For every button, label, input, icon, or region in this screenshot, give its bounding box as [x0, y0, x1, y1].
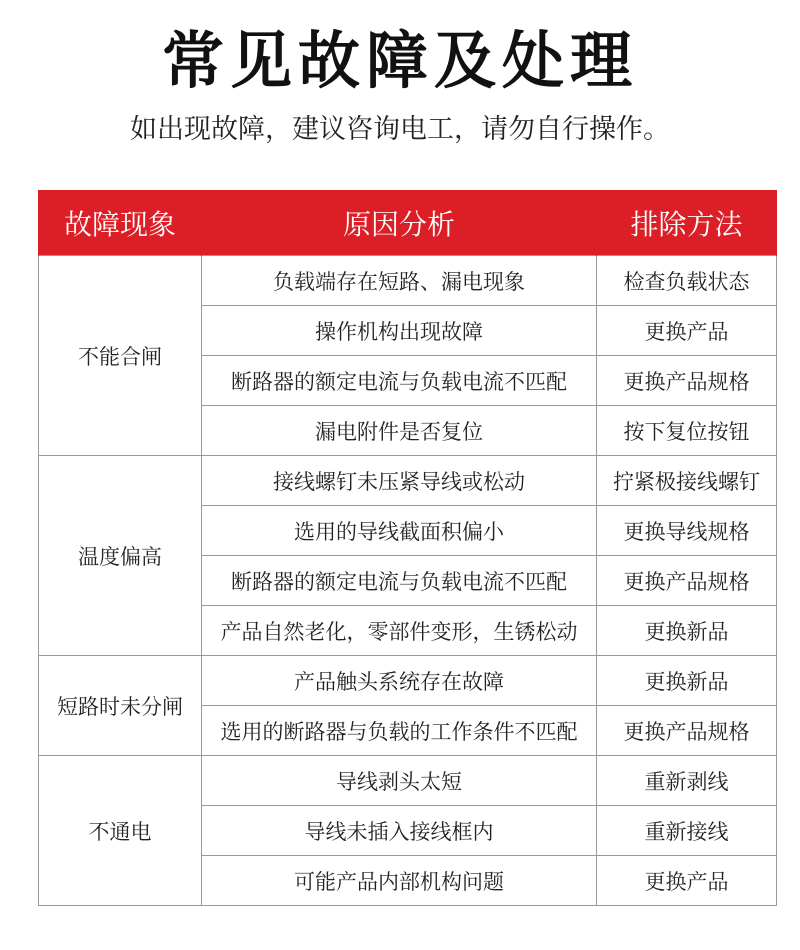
header-row [39, 190, 777, 256]
solution-cell: 拧紧极接线螺钉 [597, 456, 777, 506]
solution-cell: 更换产品规格 [597, 356, 777, 406]
solution-cell: 更换产品规格 [597, 706, 777, 756]
fault-cell: 短路时未分闸 [39, 656, 202, 756]
cause-cell: 导线剥头太短 [202, 756, 597, 806]
header-cause: 原因分析 [202, 190, 597, 256]
cause-cell: 选用的断路器与负载的工作条件不匹配 [202, 706, 597, 756]
cause-cell: 接线螺钉未压紧导线或松动 [202, 456, 597, 506]
solution-cell: 重新接线 [597, 806, 777, 856]
solution-cell: 更换产品 [597, 306, 777, 356]
solution-cell: 更换产品规格 [597, 556, 777, 606]
cause-cell: 断路器的额定电流与负载电流不匹配 [202, 356, 597, 406]
cause-cell: 产品自然老化，零部件变形，生锈松动 [202, 606, 597, 656]
table-body [39, 256, 777, 906]
solution-cell: 检查负载状态 [597, 256, 777, 306]
cause-cell: 导线未插入接线框内 [202, 806, 597, 856]
header-fault: 故障现象 [39, 190, 202, 256]
cause-cell: 产品触头系统存在故障 [202, 656, 597, 706]
fault-cell: 不通电 [39, 756, 202, 906]
fault-table [38, 190, 777, 906]
solution-cell: 更换新品 [597, 656, 777, 706]
cause-cell: 操作机构出现故障 [202, 306, 597, 356]
cause-cell: 漏电附件是否复位 [202, 406, 597, 456]
solution-cell: 更换新品 [597, 606, 777, 656]
table-row [39, 456, 777, 506]
cause-cell: 选用的导线截面积偏小 [202, 506, 597, 556]
table-header [39, 190, 777, 256]
page-title: 常见故障及处理 [161, 24, 638, 97]
fault-cell: 不能合闸 [39, 256, 202, 456]
cause-cell: 可能产品内部机构问题 [202, 856, 597, 906]
table-row [39, 656, 777, 706]
fault-cell: 温度偏高 [39, 456, 202, 656]
cause-cell: 负载端存在短路、漏电现象 [202, 256, 597, 306]
header-solution: 排除方法 [597, 190, 777, 256]
cause-cell: 断路器的额定电流与负载电流不匹配 [202, 556, 597, 606]
page-subtitle: 如出现故障，建议咨询电工，请勿自行操作。 [130, 114, 670, 145]
table-row [39, 756, 777, 806]
solution-cell: 重新剥线 [597, 756, 777, 806]
table-row [39, 256, 777, 306]
solution-cell: 按下复位按钮 [597, 406, 777, 456]
solution-cell: 更换产品 [597, 856, 777, 906]
solution-cell: 更换导线规格 [597, 506, 777, 556]
